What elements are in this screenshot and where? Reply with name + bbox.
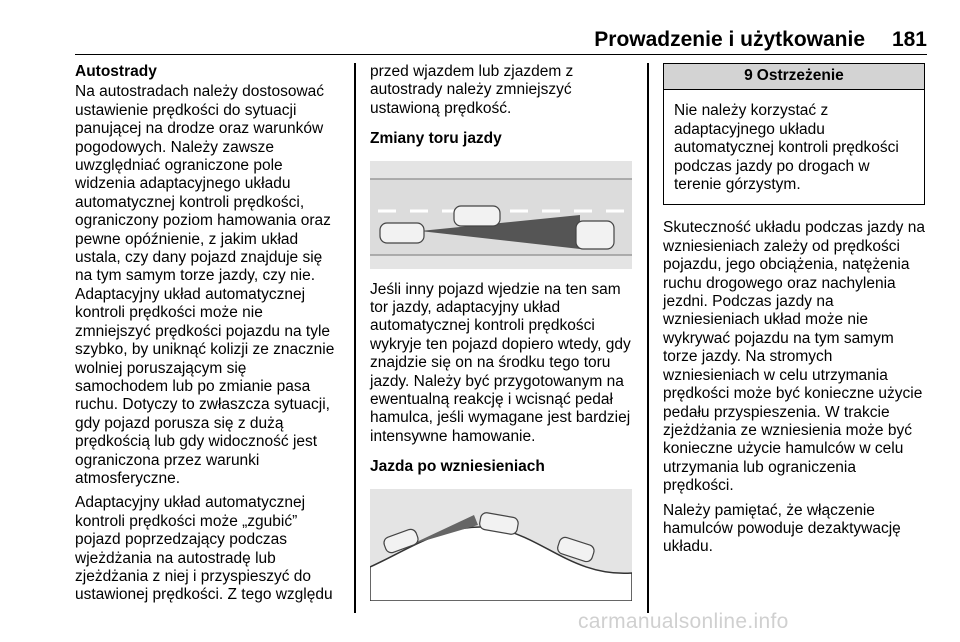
warning-box bbox=[663, 63, 925, 205]
column-right bbox=[663, 63, 928, 563]
warning-icon: 9 bbox=[744, 67, 753, 84]
paragraph: Należy pamiętać, że włączenie hamulców powoduje dezaktywację układu. bbox=[663, 501, 901, 556]
heading-hills: Jazda po wzniesieniach bbox=[370, 458, 545, 476]
column-divider bbox=[354, 63, 356, 613]
heading-autostrady: Autostrady bbox=[75, 63, 157, 80]
warning-title: Ostrzeżenie bbox=[756, 67, 844, 84]
paragraph: Skuteczność układu podczas jazdy na wzniesieniach zależy od prędkości pojazdu, jego obciążenia, natężenia ruchu drogowego oraz nachylenia jezdni. Podczas jazdy na wzniesieniach układ może nie wykrywać pojazdu na tym samym torze jazdy. Na stromych wzniesieniach w celu utrzymania prędkości może być konieczne użycie pedału przyspieszenia. W trakcie zjeżdżania ze wzniesienia może być konieczne użycie hamulców w celu utrzymania lub ograniczenia prędkości. bbox=[663, 219, 925, 495]
paragraph: Na autostradach należy dostosować ustawienie prędkości do sytuacji panującej na drodze oraz warunków pogodowych. Należy zawsze uwzględniać ograniczone pole widzenia adaptacyjnego układu automatycznej kontroli prędkości, ograniczony poziom hamowania oraz pewne opóźnienie, z jakim układ ustala, czy dany pojazd znajduje się na tym samym torze jazdy, czy nie. Adaptacyjny układ automatycznej kontroli prędkości może nie zmniejszyć prędkości pojazdu na tyle szybko, by uniknąć kolizji ze znacznie wolniej poruszającym się samochodem lub po zmianie pasa ruchu. Dotyczy to zwłaszcza sytuacji, gdy pojazd porusza się z dużą prędkością lub gdy widoczność jest ograniczona przez warunki atmosferyczne. bbox=[75, 83, 335, 487]
paragraph: Jeśli inny pojazd wjedzie na ten sam tor jazdy, adaptacyjny układ automatycznej kontroli prędkości wykryje ten pojazd dopiero wtedy, gdy znajdzie się on na środku tego toru jazdy. Należy być przygotowanym na ewentualną reakcję i wcisnąć pedał hamulca, jeśli wymagane jest bardziej intensywne hamowanie. bbox=[370, 280, 631, 445]
section-title: Prowadzenie i użytkowanie bbox=[594, 28, 865, 51]
paragraph: przed wjazdem lub zjazdem z autostrady należy zmniejszyć ustawioną prędkość. bbox=[370, 63, 574, 117]
watermark: carmanualsonline.info bbox=[578, 610, 789, 633]
column-divider bbox=[647, 63, 649, 613]
warning-header bbox=[664, 64, 924, 90]
page-number: 181 bbox=[891, 28, 927, 51]
paragraph: Adaptacyjny układ automatycznej kontroli prędkości może „zgubić” pojazd poprzedzający podczas wjeżdżania na autostradę lub zjeżdżania z niej i przyspieszyć do ustawionej prędkości. Z tego względu bbox=[75, 494, 333, 604]
warning-text: Nie należy korzystać z adaptacyjnego układu automatycznej kontroli prędkości podczas jazdy po drogach w terenie górzystym. bbox=[674, 102, 899, 194]
hill-driving-illustration bbox=[370, 489, 632, 601]
lane-change-illustration bbox=[370, 161, 632, 269]
column-middle bbox=[370, 63, 632, 601]
heading-lane-change: Zmiany toru jazdy bbox=[370, 130, 502, 148]
column-left bbox=[75, 63, 340, 611]
page-header bbox=[75, 24, 927, 55]
